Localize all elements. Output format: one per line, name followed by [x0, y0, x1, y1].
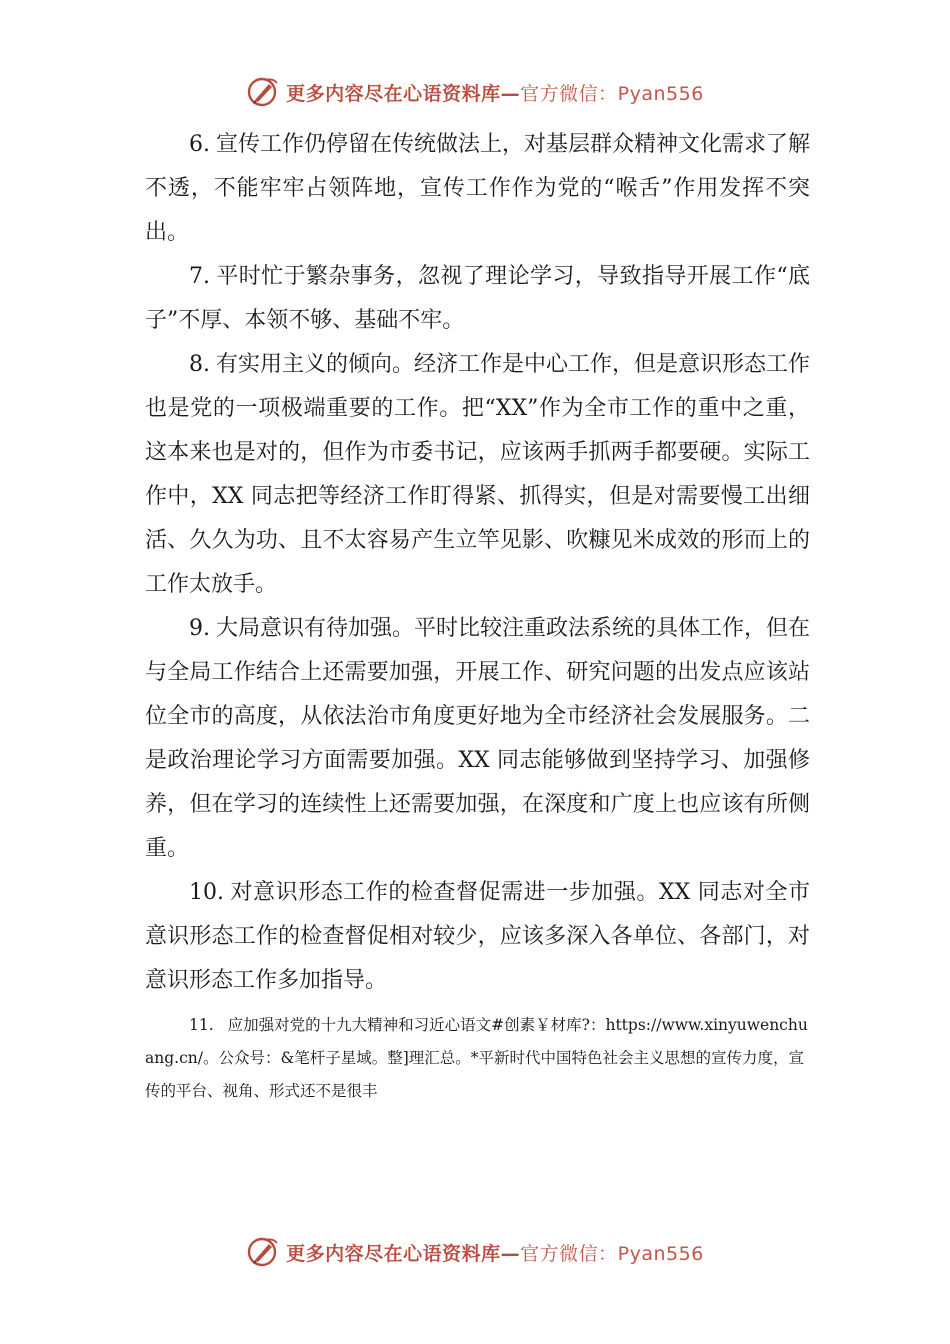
paragraph-6 — [145, 123, 810, 255]
paragraph-9 — [145, 607, 810, 871]
footer-banner-content — [246, 1235, 704, 1269]
paragraph-number: 8. — [189, 352, 210, 377]
document-body — [145, 123, 810, 1108]
paragraph-number: 6. — [189, 132, 210, 157]
banner-main-text: 更多内容尽在心语资料库— — [286, 82, 521, 105]
header-banner-content — [246, 75, 704, 109]
paragraph-number: 7. — [189, 264, 210, 289]
paragraph-text: 平时忙于繁杂事务，忽视了理论学习，导致指导开展工作“底子”不厚、本领不够、基础不牢。 — [145, 264, 810, 333]
paragraph-number: 10. — [189, 880, 224, 905]
paragraph-text: 应加强对党的十九大精神和习近心语文#创素￥材库?：https://www.xinyuwenchuang.cn/。公众号：&笔杆子星域。整]理汇总。*平新时代中国特色社会主义思想的宣传力度，宣传的平台、视角、形式还不是很丰 — [145, 1016, 808, 1100]
paragraph-11 — [145, 1009, 810, 1108]
paragraph-7 — [145, 255, 810, 343]
paragraph-number: 9. — [189, 616, 210, 641]
paragraph-8 — [145, 343, 810, 607]
header-banner-text — [286, 79, 704, 106]
header-banner — [0, 72, 950, 112]
banner-wechat-text: 官方微信：Pyan556 — [520, 1242, 704, 1265]
banner-main-text: 更多内容尽在心语资料库— — [286, 1242, 521, 1265]
pen-logo-icon — [246, 75, 280, 109]
paragraph-text: 对意识形态工作的检查督促需进一步加强。XX 同志对全市意识形态工作的检查督促相对较少，应该多深入各单位、各部门，对意识形态工作多加指导。 — [145, 880, 810, 993]
paragraph-10 — [145, 871, 810, 1003]
paragraph-text: 大局意识有待加强。平时比较注重政法系统的具体工作，但在与全局工作结合上还需要加强，开展工作、研究问题的出发点应该站位全市的高度，从依法治市角度更好地为全市经济社会发展服务。二是政治理论学习方面需要加强。XX 同志能够做到坚持学习、加强修养，但在学习的连续性上还需要加强，在深度和广度上也应该有所侧重。 — [145, 616, 811, 861]
footer-banner-text — [286, 1239, 704, 1266]
banner-wechat-text: 官方微信：Pyan556 — [520, 82, 704, 105]
footer-banner — [0, 1232, 950, 1272]
paragraph-text: 宣传工作仍停留在传统做法上，对基层群众精神文化需求了解不透，不能牢牢占领阵地，宣传工作作为党的“喉舌”作用发挥不突出。 — [145, 132, 811, 245]
pen-logo-icon — [246, 1235, 280, 1269]
paragraph-text: 有实用主义的倾向。经济工作是中心工作，但是意识形态工作也是党的一项极端重要的工作。把“XX”作为全市工作的重中之重，这本来也是对的，但作为市委书记，应该两手抓两手都要硬。实际工作中，XX 同志把等经济工作盯得紧、抓得实，但是对需要慢工出细活、久久为功、且不太容易产生立竿见影、吹糠见米成效的形而上的工作太放手。 — [145, 352, 811, 597]
paragraph-number: 11. — [189, 1016, 214, 1034]
